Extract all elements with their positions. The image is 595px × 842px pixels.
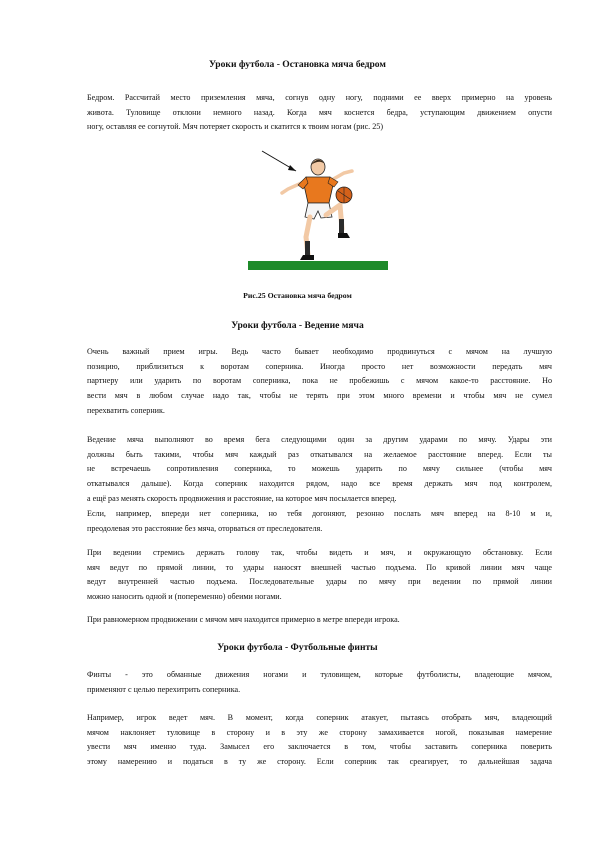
section-title-thigh-stop: Уроки футбола - Остановка мяча бедром <box>209 59 386 70</box>
text-line: увести мяч именно туда. Замысел его заключается в том, чтобы заставить соперника поверить <box>87 742 552 752</box>
section-title-dribbling: Уроки футбола - Ведение мяча <box>231 320 364 331</box>
text-line: применяют с целью перехитрить соперника. <box>87 684 241 694</box>
text-line: этому намерению и податься в ту же сторону. Если соперник так среагирует, то дальнейшая задача <box>87 757 552 767</box>
text-line: Бедром. Рассчитай место приземления мяча, согнув одну ногу, подними ее вверх примерно на уровень <box>87 93 552 102</box>
text-line: Если, например, впереди нет соперника, но тебя догоняют, резонно послать мяч вперед на 8-10 м и, <box>87 509 552 518</box>
paragraph-dribbling-head-position <box>87 546 552 605</box>
grass-strip <box>248 261 388 270</box>
text-line: партнеру или ударить по воротам соперника, пока не пробежишь с мячом какое-то расстояние. Но <box>87 376 552 386</box>
text-line: перехватить соперник. <box>87 405 165 415</box>
text-line: не встречаешь сопротивления соперника, то можешь ударить по мячу сильнее (чтобы мяч <box>87 464 552 474</box>
paragraph-dribbling-distance <box>87 613 552 628</box>
text-line: мяч ведут по прямой линии, то удары наносят внешней частью подъема. По кривой линии мяч чаще <box>87 562 552 572</box>
section-title-feints: Уроки футбола - Футбольные финты <box>217 642 378 653</box>
text-line: Ведение мяча выполняют во время бега следующими один за другим ударами по мячу. Удары эти <box>87 435 552 444</box>
paragraph-dribbling-intro <box>87 345 552 419</box>
text-line: живота. Туловище отклони немного назад. Когда мяч коснется бедра, уступающим движением опусти <box>87 107 552 117</box>
text-line: преодолевая это расстояние без мяча, оторваться от преследователя. <box>87 523 323 533</box>
text-line: ногу, оставляя ее согнутой. Мяч потеряет скорость и скатится к твоим ногам (рис. 25) <box>87 122 384 132</box>
text-line: При равномерном продвижении с мячом мяч находится примерно в метре впереди игрока. <box>87 615 400 624</box>
figure-caption: Рис.25 Остановка мяча бедром <box>243 291 352 300</box>
text-line: должны быть такими, чтобы мяч каждый раз откатывался на желаемое расстояние вперед. Если ты <box>87 449 552 459</box>
paragraph-thigh-stop <box>87 91 552 135</box>
text-line: можно наносить одной и (попеременно) обеими ногами. <box>87 592 282 602</box>
paragraph-feints-definition <box>87 668 552 697</box>
text-line: Финты - это обманные движения ногами и туловищем, которые футболисты, владеющие мячом, <box>87 670 552 679</box>
paragraph-dribbling-example <box>87 507 552 536</box>
paragraph-feints-example <box>87 711 552 770</box>
text-line: откатывался дальше). Когда соперник находится рядом, надо все время держать мяч под контролем, <box>87 479 552 489</box>
text-line: вести мяч в любом случае надо так, чтобы не терять при этом много времени и чтобы мяч не сумел <box>87 391 552 401</box>
football-player-illustration <box>248 145 388 275</box>
text-line: мячом наклоняет туловище в сторону и в эту же сторону замахивается ногой, показывая намерение <box>87 727 552 737</box>
text-line: Например, игрок ведет мяч. В момент, когда соперник атакует, пытаясь отобрать мяч, владеющий <box>87 713 552 722</box>
figure-thigh-stop-illustration <box>248 145 388 275</box>
text-line: а ещё раз менять скорость продвижения и расстояние, на которое мяч посылается вперед. <box>87 493 397 503</box>
text-line: При ведении стремись держать голову так, чтобы видеть и мяч, и окружающую обстановку. Если <box>87 548 552 557</box>
text-line: позицию, приблизиться к воротам соперника. Иногда просто нет возможности передать мяч <box>87 361 552 371</box>
paragraph-dribbling-technique <box>87 433 552 507</box>
text-line: Очень важный прием игры. Ведь часто бывает необходимо продвинуться с мячом на лучшую <box>87 347 552 356</box>
text-line: ведут внутренней частью подъема. Последовательные удары по мячу при ведении по прямой линии <box>87 577 552 587</box>
